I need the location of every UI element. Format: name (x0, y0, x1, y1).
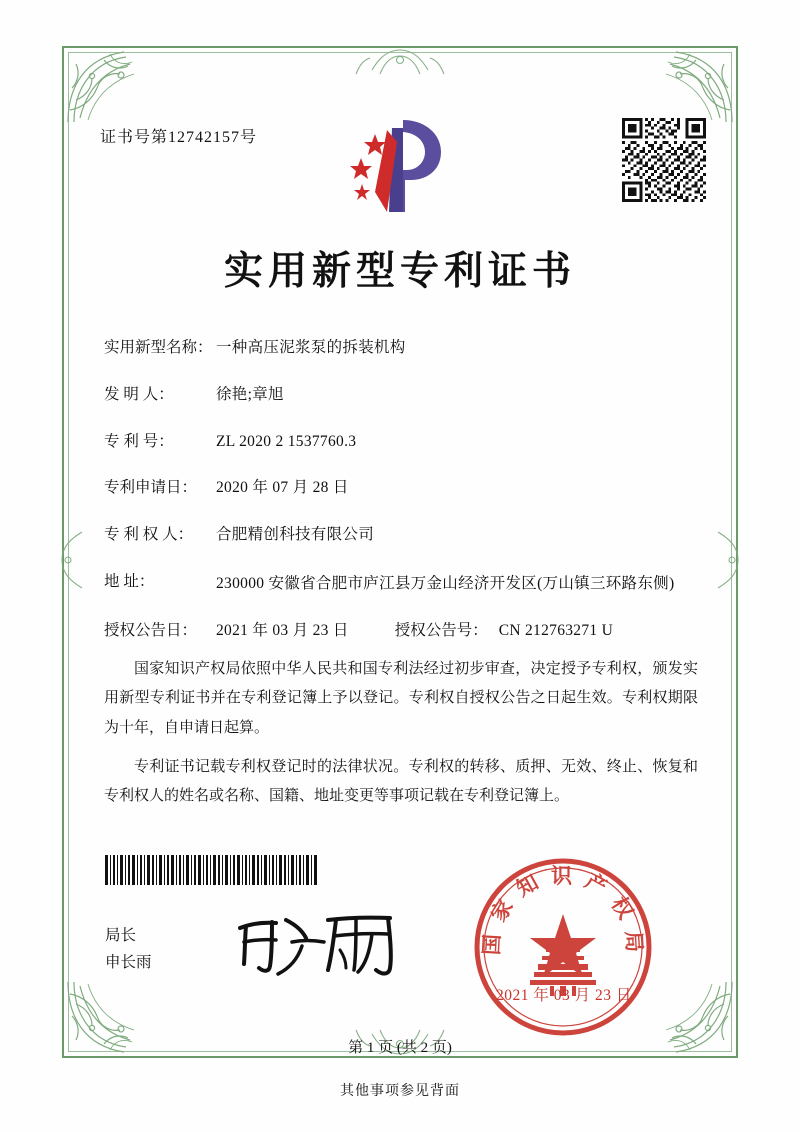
field-patent-number (104, 430, 704, 455)
field-value: ZL 2020 2 1537760.3 (216, 432, 357, 450)
svg-text:国 家 知 识 产 权 局: 国 家 知 识 产 权 局 (479, 864, 647, 956)
patent-office-logo-icon (345, 112, 460, 217)
signature-title: 局长 (105, 927, 137, 944)
body-text (104, 655, 698, 821)
field-publication-row (104, 619, 704, 644)
edge-ornament-icon (56, 500, 90, 620)
field-address (104, 570, 704, 597)
field-application-date (104, 476, 704, 501)
edge-ornament-icon (710, 500, 744, 620)
official-seal (468, 852, 658, 1042)
qr-code-icon (622, 118, 706, 202)
barcode (105, 855, 317, 885)
field-value: 230000 安徽省合肥市庐江县万金山经济开发区(万山镇三环路东侧) (216, 574, 675, 592)
edge-ornament-icon (330, 46, 470, 80)
field-label: 发 明 人： (104, 385, 174, 403)
field-value: 2020 年 07 月 28 日 (216, 479, 349, 497)
field-label: 地 址： (104, 572, 155, 590)
field-inventor (104, 383, 704, 408)
field-value: 徐艳;章旭 (216, 385, 284, 403)
body-paragraph-1: 国家知识产权局依照中华人民共和国专利法经过初步审查，决定授予专利权，颁发实用新型专利证书并在专利登记簿上予以登记。专利权自授权公告之日起生效。专利权期限为十年，自申请日起算。 (104, 661, 698, 736)
publication-number-group (395, 619, 613, 644)
seal-date: 2021 年 03 月 23 日 (496, 987, 632, 1004)
certificate-number: 证书号第12742157号 (100, 129, 258, 146)
field-value: 一种高压泥浆泵的拆装机构 (216, 339, 406, 356)
field-label: 实用新型名称： (104, 339, 213, 356)
page-title: 实用新型专利证书 (223, 250, 576, 293)
publication-date-group (104, 619, 349, 644)
field-value: CN 212763271 U (498, 622, 614, 640)
field-label: 专 利 号： (104, 432, 174, 450)
field-label: 专 利 权 人： (104, 526, 194, 544)
corner-ornament-icon (644, 48, 736, 126)
field-label: 专利申请日： (104, 479, 198, 497)
field-label: 授权公告日： (104, 622, 198, 640)
field-value: 2021 年 03 月 23 日 (216, 622, 349, 640)
field-label: 授权公告号： (394, 622, 488, 640)
signature-block (105, 922, 152, 976)
field-patentee (104, 523, 704, 548)
body-paragraph-2: 专利证书记载专利权登记时的法律状况。专利权的转移、质押、无效、终止、恢复和专利权人的姓名或名称、国籍、地址变更等事项记载在专利登记簿上。 (104, 758, 698, 804)
corner-ornament-icon (64, 48, 156, 126)
page-number: 第 1 页 (共 2 页) (348, 1040, 452, 1056)
footer-note: 其他事项参见背面 (340, 1084, 460, 1099)
field-utility-model-name (104, 336, 704, 361)
field-list (104, 336, 704, 650)
field-value: 合肥精创科技有限公司 (216, 526, 375, 544)
signature-name: 申长雨 (105, 954, 152, 972)
handwritten-signature-icon (232, 906, 422, 978)
